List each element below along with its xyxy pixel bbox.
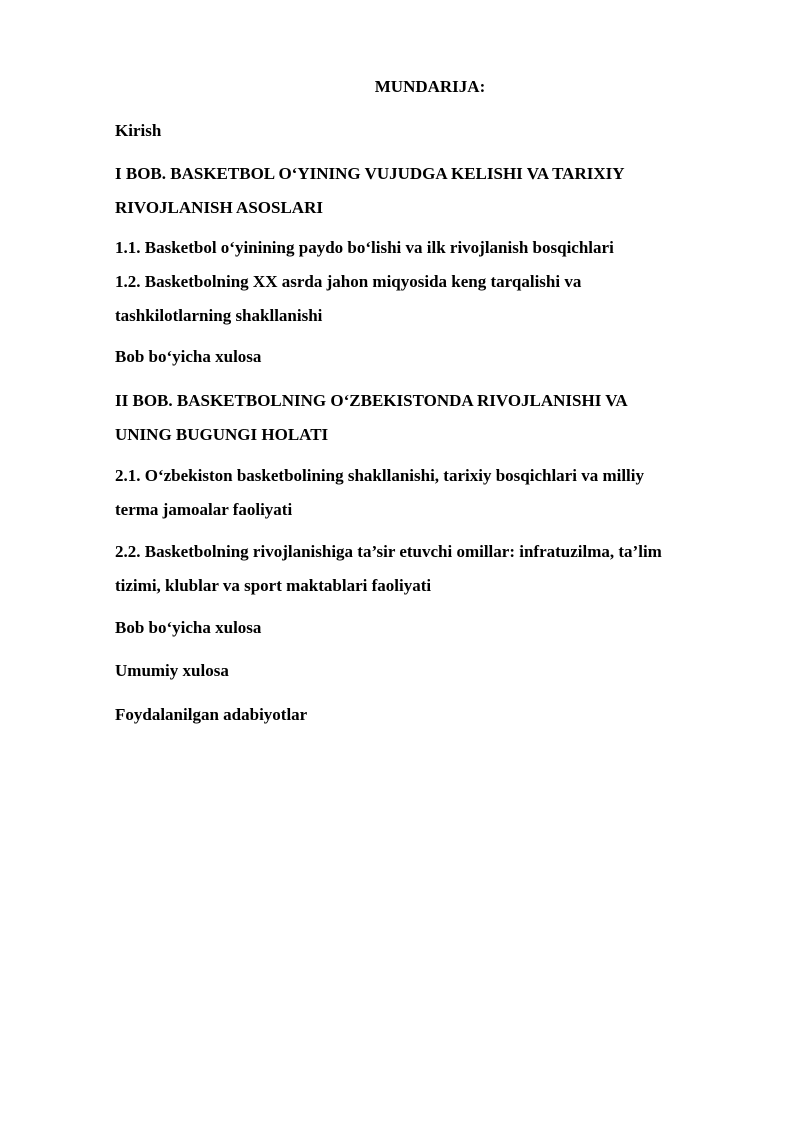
toc-entry-line: terma jamoalar faoliyati [115, 500, 293, 519]
toc-entry-line: Kirish [115, 121, 162, 140]
toc-entry-section-2-1 [115, 459, 730, 527]
toc-entry-line: II BOB. BASKETBOLNING O‘ZBEKISTONDA RIVOJLANISHI VA [115, 391, 628, 410]
toc-entry-chapter-1-conclusion [115, 340, 730, 374]
toc-entry-references [115, 698, 730, 732]
toc-entry-general-conclusion [115, 654, 730, 688]
toc-entry-line: I BOB. BASKETBOL O‘YINING VUJUDGA KELISHI VA TARIXIY [115, 164, 625, 183]
toc-entry-line: 1.2. Basketbolning XX asrda jahon miqyosida keng tarqalishi va [115, 272, 582, 291]
toc-entry-line: Foydalanilgan adabiyotlar [115, 705, 308, 724]
toc-entry-line: Bob bo‘yicha xulosa [115, 618, 262, 637]
toc-entry-line: 2.1. O‘zbekiston basketbolining shakllanishi, tarixiy bosqichlari va milliy [115, 466, 644, 485]
toc-entry-section-2-2 [115, 535, 730, 603]
toc-entry-line: 2.2. Basketbolning rivojlanishiga ta’sir etuvchi omillar: infratuzilma, ta’lim [115, 542, 662, 561]
toc-title: MUNDARIJA: [374, 77, 486, 96]
toc-entry-chapter-2-conclusion [115, 611, 730, 645]
toc-entry-line: Bob bo‘yicha xulosa [115, 347, 262, 366]
toc-entry-section-1-2 [115, 265, 730, 333]
toc-entry-introduction [115, 114, 730, 148]
toc-entry-line: tashkilotlarning shakllanishi [115, 306, 323, 325]
toc-entry-line: RIVOJLANISH ASOSLARI [115, 198, 323, 217]
toc-entry-chapter-1 [115, 157, 730, 225]
toc-entry-line: UNING BUGUNGI HOLATI [115, 425, 329, 444]
toc-entry-chapter-2 [115, 384, 730, 452]
toc-entry-section-1-1 [115, 233, 730, 263]
toc-entry-line: Umumiy xulosa [115, 661, 229, 680]
toc-entry-line: 1.1. Basketbol o‘yinining paydo bo‘lishi va ilk rivojlanish bosqichlari [115, 238, 614, 257]
toc-entry-line: tizimi, klublar va sport maktablari faoliyati [115, 576, 432, 595]
